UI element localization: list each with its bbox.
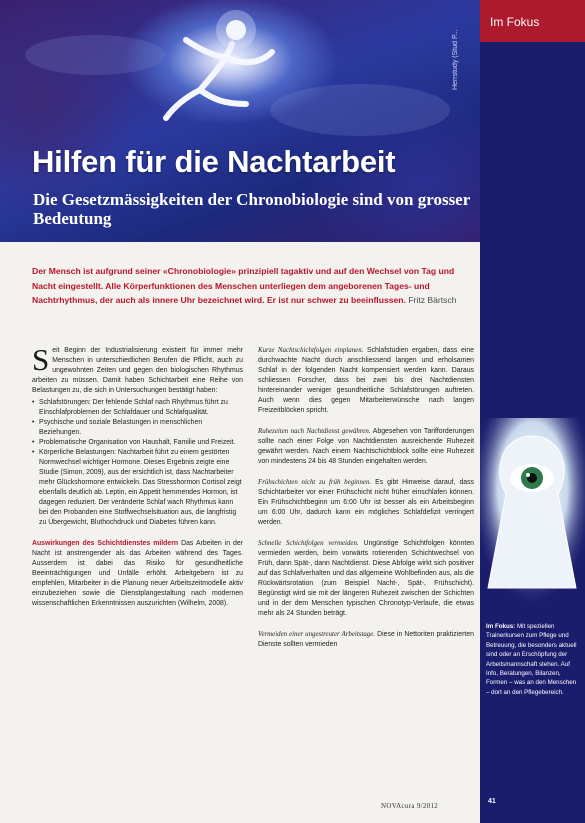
photo-credit: Herrstudy (Stud P... — [452, 29, 459, 90]
caption-title: Im Fokus: — [486, 623, 516, 630]
section-tab: Im Fokus — [480, 0, 585, 42]
intro-paragraph: Seit Beginn der Industrialisierung existiert für immer mehr Menschen in unterschiedlichen Berufen die Pflicht, auch zu ungewohnten Zeiten und gegen den biologischen Rhythmus arbeiten zu müssen. Damit haben Schichtarbeit eine Reihe von Belastungen zu, die sich in Untersuchungen bestätigt haben: — [32, 342, 243, 394]
page-number: 41 — [488, 798, 496, 805]
section-heading: Auswirkungen des Schichtdienstes mildern — [32, 540, 179, 547]
list-item: • Psychische und soziale Belastungen in menschlichen Beziehungen. — [32, 418, 243, 438]
list-item: • Körperliche Belastungen: Nachtarbeit führt zu einem gestörten Normwechsel wichtiger Hormone. Dieses Ergebnis zeigte eine Studie (Simon, 2009), aus der ersichtlich ist, dass Nachtarbeiter mehr Glückshormone entwickeln. Das Stresshormon Cortisol zeigt ebenfalls deutlich ab. Leptin, ein Appetit hemmendes Hormon, ist dagegen reduziert. Der veränderte Schlaf wach Rhythmus kann bei den Probanden eine Stoffwechselsituation aus, die langfristig zu Übergewicht, Bluthochdruck und Diabetes führen kann. — [32, 448, 243, 528]
run-in-heading: Kurze Nachtschichtfolgen einplanen. — [258, 347, 364, 354]
recommendation-paragraph: Schnelle Schichtfolgen vermeiden. Ungünstige Schichtfolgen könnten vermieden werden, beim vorwärts rotierenden Schichtwechsel von Früh, dann Spät-, dann Nachtdienst. Diese Abfolge wirkt sich positiver auf das Schlafverhalten und das allgemeine Wohlbefinden aus, als die Rückwärtsrotation (zum Beispiel Nacht-, Spät-, Frühschicht). Begünstigt wird sie mit der längeren Ruhezeit zwischen der Schichten und in der dem Menschen typischen Chronotyp-Verlaufe, die etwas mehr als 24 Stunden beträgt. — [258, 540, 474, 617]
run-in-heading: Ruhezeiten nach Nachtdienst gewähren. — [258, 428, 371, 435]
list-item: • Problematische Organisation von Haushalt, Familie und Freizeit. — [32, 438, 243, 448]
sidebar-panel — [480, 0, 585, 823]
run-in-heading: Frühschichten nicht zu früh beginnen. — [258, 479, 372, 486]
author-name: Fritz Bärtsch — [408, 295, 457, 306]
keyhole-eye-icon — [480, 418, 585, 618]
lead-paragraph — [32, 264, 474, 308]
image-caption — [486, 622, 578, 697]
page-title: Hilfen für die Nachtarbeit — [32, 144, 396, 179]
run-in-heading: Schnelle Schichtfolgen vermeiden. — [258, 540, 359, 547]
burden-list — [32, 398, 243, 528]
drop-cap: S — [32, 342, 50, 377]
article-column-left — [32, 342, 244, 620]
recommendation-paragraph: Ruhezeiten nach Nachtdienst gewähren. Abgesehen von Tarifforderungen sollte nach einer Folge von Nachtdiensten ausreichende Ruhezeit gewährt werden. Nach einem Nachtschichtblock sollte eine Ruhezeit von mindestens 24 bis 48 Stunden eingehalten werden. — [258, 428, 474, 465]
section-paragraph: Auswirkungen des Schichtdienstes mildern Das Arbeiten in der Nacht ist anstrengender als das Arbeiten während des Tages. Ausserdem ist dabei das Risiko für gesundheitliche Beeinträchtigungen und Unfälle erhöht. Arbeitgebern ist zu empfehlen, Mitarbeiter in die Planung neuer Arbeitszeitmodelle aktiv einzubeziehen sowie die Dienstplangestaltung nach modernen wissenschaftlichen Erkenntnissen auszurichten (Wilhelm, 2008). — [32, 540, 244, 607]
lead-text: Der Mensch ist aufgrund seiner «Chronobiologie» prinzipiell tagaktiv und auf den Wechsel von Tag und Nacht eingestellt. Alle Körperfunktionen des Menschen unterliegen dem angeborenen Tages- und Nachtrhythmus, der auch als innere Uhr bezeichnet wird. Er ist nur schwer zu beeinflussen. — [32, 266, 455, 306]
list-item: • Schlafstörungen: Der fehlende Schlaf nach Rhythmus führt zu Einschlafproblemen der Schlafdauer und Schlafqualität. — [32, 398, 243, 418]
publication-footer: NOVAcura 9/2012 — [381, 802, 439, 810]
hero-image — [0, 0, 480, 242]
article-column-right — [258, 346, 474, 661]
run-in-heading: Vermeiden einer ungestreuter Arbeitstage. — [258, 631, 376, 638]
caption-text: Mit speziellen Trainerkursen zum Pflege und Betreuung, die besonders aktuell sind oder an Erschöpfung der Arbeitsmannschaft stehen. Auf Info, Beratungen, Bilanzen, Formen – was an den Menschen – dort an den Pflegebereich. — [486, 623, 577, 696]
recommendation-paragraph: Vermeiden einer ungestreuter Arbeitstage. Diese in Nettoriten praktizierten Dienste sollten vermieden — [258, 631, 474, 648]
recommendation-paragraph: Kurze Nachtschichtfolgen einplanen. Schlafstudien ergaben, dass eine durchwachte Nacht durch anschliessend langen und erholsamen Schlaf in der folgenden Nacht kompensiert werden kann. Daraus schliessen Forscher, dass bei zwei bis drei Nachtdiensten hintereinander weniger gesundheitliche Schlafstörungen auftreten. Auch wenn dies gegen Mitarbeiterwünsche nach langen Freizeitblöcken spricht. — [258, 347, 474, 414]
page-subtitle: Die Gesetzmässigkeiten der Chronobiologie sind von grosser Bedeutung — [33, 190, 470, 228]
recommendation-paragraph: Frühschichten nicht zu früh beginnen. Es gibt Hinweise darauf, dass Schichtarbeiter vor einer Frühschicht nicht früher einschlafen können. Ein Frühschichtbeginn um 6:00 Uhr ist besser als ein Arbeitsbeginn um 6:00 Uhr, dadurch kann ein mögliches Schlafdefizit verringert werden. — [258, 479, 474, 526]
